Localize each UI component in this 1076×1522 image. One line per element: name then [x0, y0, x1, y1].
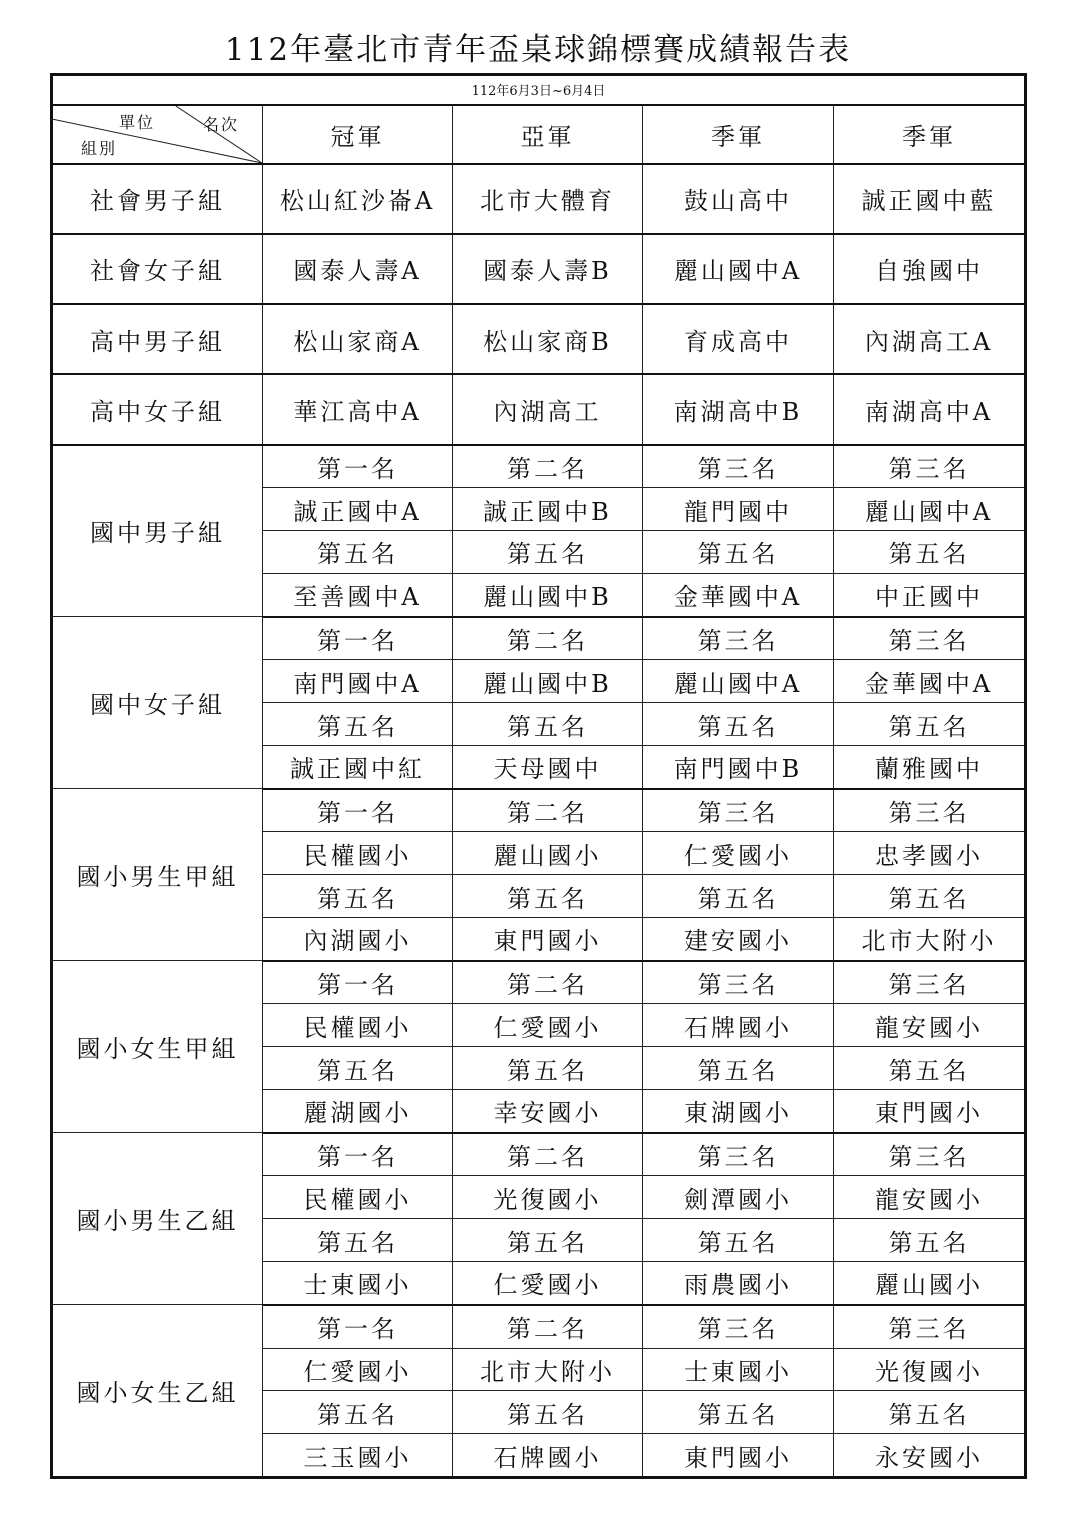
rank-label-cell: 第五名	[263, 1219, 453, 1262]
result-cell: 誠正國中A	[263, 488, 453, 531]
result-cell: 東門國小	[643, 1434, 834, 1478]
rank-label-cell: 第五名	[834, 703, 1026, 746]
group-name: 國小男生甲組	[52, 789, 263, 961]
diagonal-header-cell	[52, 105, 263, 164]
result-cell: 誠正國中藍	[834, 164, 1026, 234]
rank-label-cell: 第一名	[263, 961, 453, 1004]
result-cell: 麗山國中A	[834, 488, 1026, 531]
rank-label-cell: 第三名	[643, 789, 834, 832]
result-cell: 松山家商B	[453, 304, 643, 374]
rank-label-cell: 第五名	[834, 1219, 1026, 1262]
result-cell: 誠正國中紅	[263, 745, 453, 788]
rank-label-cell: 第三名	[643, 1133, 834, 1176]
table-row	[52, 234, 1026, 304]
result-cell: 民權國小	[263, 832, 453, 875]
group-name: 國小女生乙組	[52, 1305, 263, 1478]
result-cell: 北市大附小	[834, 917, 1026, 960]
result-cell: 龍門國中	[643, 488, 834, 531]
rank-label-cell: 第五名	[453, 703, 643, 746]
rank-label-cell: 第一名	[263, 789, 453, 832]
header-group-label: 組別	[81, 138, 118, 158]
result-cell: 南湖高中A	[834, 374, 1026, 444]
result-cell: 永安國小	[834, 1434, 1026, 1478]
group-name: 高中男子組	[52, 304, 263, 374]
result-cell: 雨農國小	[643, 1261, 834, 1304]
rank-label-cell: 第五名	[643, 1391, 834, 1434]
rank-label-cell: 第五名	[453, 875, 643, 918]
result-cell: 鼓山高中	[643, 164, 834, 234]
rank-label-cell: 第三名	[643, 617, 834, 660]
column-header-runner-up: 亞軍	[453, 105, 643, 164]
result-cell: 內湖高工A	[834, 304, 1026, 374]
result-cell: 南門國中B	[643, 745, 834, 788]
rank-label-cell: 第五名	[263, 1047, 453, 1090]
result-cell: 北市大體育	[453, 164, 643, 234]
rank-label-cell: 第二名	[453, 1305, 643, 1348]
rank-label-cell: 第五名	[453, 1391, 643, 1434]
header-row	[52, 105, 1026, 164]
result-cell: 金華國中A	[834, 660, 1026, 703]
group-name: 國中女子組	[52, 617, 263, 789]
result-cell: 光復國小	[453, 1176, 643, 1219]
result-cell: 金華國中A	[643, 573, 834, 616]
result-cell: 士東國小	[263, 1261, 453, 1304]
table-row	[52, 1305, 1026, 1348]
rank-label-cell: 第五名	[643, 1047, 834, 1090]
rank-label-cell: 第五名	[263, 703, 453, 746]
result-cell: 麗山國中B	[453, 660, 643, 703]
date-row	[52, 75, 1026, 105]
group-name: 社會男子組	[52, 164, 263, 234]
result-cell: 麗湖國小	[263, 1089, 453, 1132]
column-header-third-b: 季軍	[834, 105, 1026, 164]
result-cell: 麗山國中A	[643, 234, 834, 304]
rank-label-cell: 第五名	[453, 1047, 643, 1090]
rank-label-cell: 第三名	[834, 789, 1026, 832]
result-cell: 松山家商A	[263, 304, 453, 374]
result-cell: 民權國小	[263, 1004, 453, 1047]
result-cell: 至善國中A	[263, 573, 453, 616]
rank-label-cell: 第一名	[263, 617, 453, 660]
rank-label-cell: 第一名	[263, 1133, 453, 1176]
rank-label-cell: 第二名	[453, 617, 643, 660]
rank-label-cell: 第五名	[263, 875, 453, 918]
event-date: 112年6月3日~6月4日	[52, 75, 1026, 105]
result-cell: 國泰人壽A	[263, 234, 453, 304]
table-row	[52, 374, 1026, 444]
result-cell: 中正國中	[834, 573, 1026, 616]
results-table-body	[52, 75, 1026, 1478]
table-row	[52, 445, 1026, 488]
table-row	[52, 1133, 1026, 1176]
result-cell: 內湖高工	[453, 374, 643, 444]
header-unit-label: 單位	[119, 112, 156, 132]
column-header-third-a: 季軍	[643, 105, 834, 164]
result-cell: 東門國小	[834, 1089, 1026, 1132]
rank-label-cell: 第三名	[834, 1305, 1026, 1348]
result-cell: 麗山國小	[834, 1261, 1026, 1304]
result-cell: 南湖高中B	[643, 374, 834, 444]
result-cell: 麗山國小	[453, 832, 643, 875]
result-cell: 蘭雅國中	[834, 745, 1026, 788]
rank-label-cell: 第三名	[834, 961, 1026, 1004]
rank-label-cell: 第三名	[643, 961, 834, 1004]
rank-label-cell: 第一名	[263, 445, 453, 488]
result-cell: 天母國中	[453, 745, 643, 788]
result-cell: 仁愛國小	[453, 1004, 643, 1047]
result-cell: 劍潭國小	[643, 1176, 834, 1219]
rank-label-cell: 第五名	[834, 531, 1026, 574]
rank-label-cell: 第五名	[643, 875, 834, 918]
group-name: 國小男生乙組	[52, 1133, 263, 1305]
header-rank-label: 名次	[203, 114, 240, 134]
result-cell: 自強國中	[834, 234, 1026, 304]
result-cell: 東湖國小	[643, 1089, 834, 1132]
result-cell: 仁愛國小	[453, 1261, 643, 1304]
rank-label-cell: 第五名	[263, 531, 453, 574]
result-cell: 光復國小	[834, 1348, 1026, 1391]
rank-label-cell: 第五名	[834, 1047, 1026, 1090]
rank-label-cell: 第五名	[834, 875, 1026, 918]
rank-label-cell: 第五名	[453, 531, 643, 574]
result-cell: 石牌國小	[453, 1434, 643, 1478]
result-cell: 內湖國小	[263, 917, 453, 960]
rank-label-cell: 第三名	[643, 445, 834, 488]
result-cell: 松山紅沙崙A	[263, 164, 453, 234]
group-name: 國中男子組	[52, 445, 263, 617]
result-cell: 龍安國小	[834, 1004, 1026, 1047]
table-row	[52, 617, 1026, 660]
rank-label-cell: 第三名	[643, 1305, 834, 1348]
table-row	[52, 789, 1026, 832]
result-cell: 育成高中	[643, 304, 834, 374]
rank-label-cell: 第五名	[453, 1219, 643, 1262]
rank-label-cell: 第一名	[263, 1305, 453, 1348]
result-cell: 麗山國中A	[643, 660, 834, 703]
result-cell: 北市大附小	[453, 1348, 643, 1391]
result-cell: 三玉國小	[263, 1434, 453, 1478]
result-cell: 麗山國中B	[453, 573, 643, 616]
group-name: 高中女子組	[52, 374, 263, 444]
result-cell: 忠孝國小	[834, 832, 1026, 875]
rank-label-cell: 第二名	[453, 445, 643, 488]
result-cell: 石牌國小	[643, 1004, 834, 1047]
page-title: 112年臺北市青年盃桌球錦標賽成績報告表	[224, 32, 852, 68]
rank-label-cell: 第五名	[643, 531, 834, 574]
rank-label-cell: 第二名	[453, 1133, 643, 1176]
rank-label-cell: 第二名	[453, 961, 643, 1004]
group-name: 國小女生甲組	[52, 961, 263, 1133]
result-cell: 華江高中A	[263, 374, 453, 444]
table-row	[52, 164, 1026, 234]
rank-label-cell: 第五名	[834, 1391, 1026, 1434]
table-row	[52, 304, 1026, 374]
result-cell: 仁愛國小	[263, 1348, 453, 1391]
result-cell: 民權國小	[263, 1176, 453, 1219]
rank-label-cell: 第二名	[453, 789, 643, 832]
column-header-champion: 冠軍	[263, 105, 453, 164]
result-cell: 仁愛國小	[643, 832, 834, 875]
rank-label-cell: 第三名	[834, 617, 1026, 660]
rank-label-cell: 第五名	[643, 703, 834, 746]
results-table	[50, 73, 1027, 1479]
result-cell: 國泰人壽B	[453, 234, 643, 304]
result-cell: 東門國小	[453, 917, 643, 960]
result-cell: 南門國中A	[263, 660, 453, 703]
rank-label-cell: 第五名	[263, 1391, 453, 1434]
result-cell: 幸安國小	[453, 1089, 643, 1132]
rank-label-cell: 第五名	[643, 1219, 834, 1262]
result-cell: 誠正國中B	[453, 488, 643, 531]
result-cell: 士東國小	[643, 1348, 834, 1391]
rank-label-cell: 第三名	[834, 1133, 1026, 1176]
rank-label-cell: 第三名	[834, 445, 1026, 488]
result-cell: 建安國小	[643, 917, 834, 960]
table-row	[52, 961, 1026, 1004]
result-cell: 龍安國小	[834, 1176, 1026, 1219]
group-name: 社會女子組	[52, 234, 263, 304]
